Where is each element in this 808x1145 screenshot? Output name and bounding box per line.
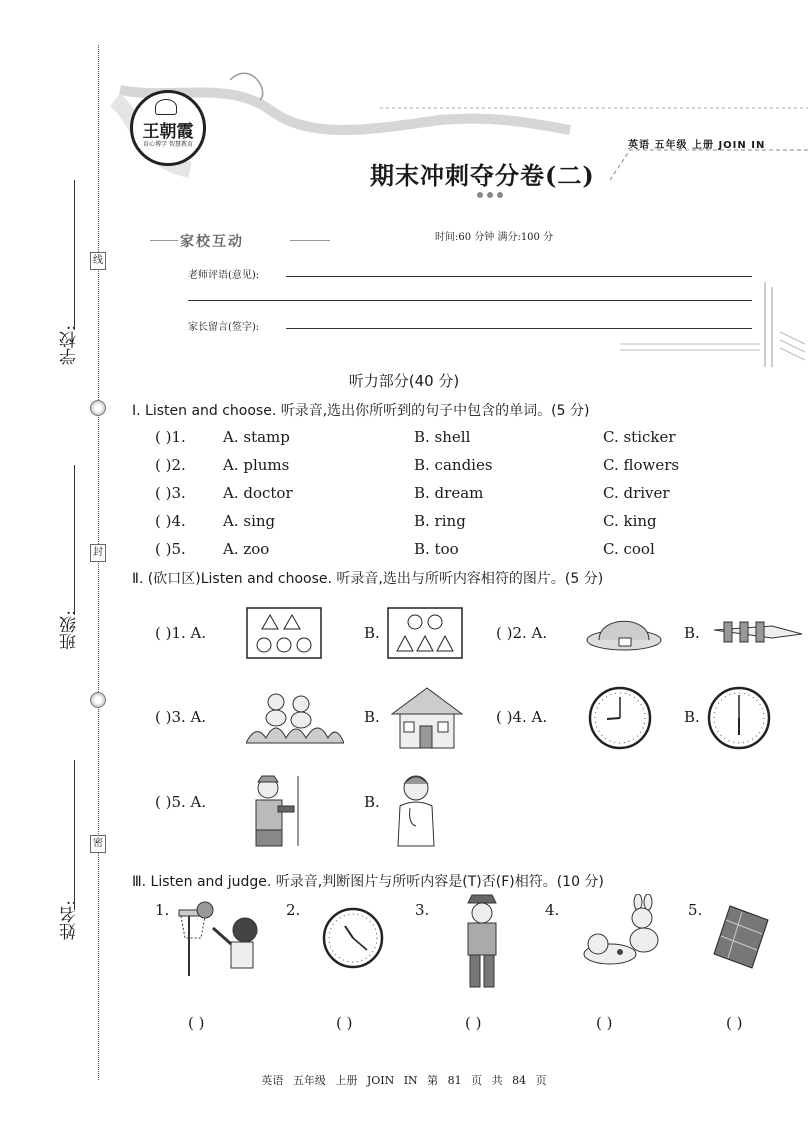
school-line: [74, 180, 75, 330]
answer-blank[interactable]: ( )4.: [155, 512, 186, 530]
listening-section-title: 听力部分(40 分): [348, 372, 460, 390]
item-number: 4.: [545, 901, 560, 919]
seal-char-line: 线: [90, 252, 106, 270]
worker-drilling-picture: [248, 772, 302, 848]
option-b-label: B.: [364, 793, 380, 811]
page-footer: 英语 五年级 上册 JOIN IN 第 81 页 共 84 页: [261, 1074, 547, 1087]
option-c: C. sticker: [603, 428, 676, 446]
clock-icon: [321, 906, 385, 970]
answer-blank-q3[interactable]: ( )3. A.: [155, 708, 207, 726]
publisher-logo: [130, 90, 206, 166]
part1-heading: Ⅰ. Listen and choose. 听录音,选出你所听到的句子中包含的单词。(5 分): [132, 403, 590, 419]
home-school-title: 家校互动: [180, 234, 244, 250]
option-a: A. doctor: [223, 484, 293, 502]
class-label: 班级:: [60, 610, 80, 650]
item-number: 2.: [286, 901, 301, 919]
option-a: A. zoo: [223, 540, 270, 558]
answer-blank-q5[interactable]: ( )5. A.: [155, 793, 207, 811]
option-b-label: B.: [684, 624, 700, 642]
option-b: B. shell: [414, 428, 471, 446]
subject-grade-label: 英语 五年级 上册 JOIN IN: [628, 140, 766, 151]
option-c: C. driver: [603, 484, 670, 502]
binding-dotted-line: [98, 45, 99, 1080]
parent-comment-label: 家长留言(签字):: [188, 322, 260, 333]
teacher-comment-label: 老师评语(意见):: [188, 270, 260, 281]
divider: [150, 240, 178, 241]
item-number: 5.: [688, 901, 703, 919]
seal-char-seal: 封: [90, 544, 106, 562]
option-c: C. flowers: [603, 456, 680, 474]
answer-blank[interactable]: ( )5.: [155, 540, 186, 558]
judge-blank[interactable]: ( ): [726, 1014, 743, 1032]
option-b-label: B.: [364, 624, 380, 642]
dogs-in-grass-picture: [246, 688, 344, 746]
part3-heading: Ⅲ. Listen and judge. 听录音,判断图片与所听内容是(T)否(F)相符。(10 分): [132, 874, 604, 890]
part2-heading: Ⅱ. (砍口区)Listen and choose. 听录音,选出与所听内容相符的图片。(5 分): [132, 571, 604, 587]
class-line: [74, 465, 75, 615]
option-b: B. too: [414, 540, 459, 558]
judge-blank[interactable]: ( ): [336, 1014, 353, 1032]
page-title: 期末冲刺夺分卷(二): [370, 161, 595, 190]
chocolate-bar-picture: [712, 904, 770, 970]
name-line: [74, 760, 75, 910]
item-number: 3.: [415, 901, 430, 919]
seal-char-secret: 密: [90, 835, 106, 853]
police-officer-picture: [460, 893, 504, 989]
binding-hole-icon: [90, 400, 106, 416]
option-a: A. sing: [223, 512, 276, 530]
option-a: A. stamp: [223, 428, 290, 446]
crown-icon: [155, 99, 177, 115]
answer-blank-q1[interactable]: ( )1. A.: [155, 624, 207, 642]
option-b: B. ring: [414, 512, 466, 530]
clock-icon: [706, 685, 772, 751]
option-b-label: B.: [364, 708, 380, 726]
shapes-card-triangles-circles: [246, 607, 322, 659]
binding-hole-icon: [90, 692, 106, 708]
shapes-card-circles-triangles: [387, 607, 463, 659]
judge-blank[interactable]: ( ): [465, 1014, 482, 1032]
answer-blank[interactable]: ( )2.: [155, 456, 186, 474]
time-score-info: 时间:60 分钟 满分:100 分: [435, 232, 554, 243]
logo-text: 王朝霞: [142, 122, 194, 142]
teacher-comment-field[interactable]: [286, 276, 752, 277]
dog-and-rabbit-picture: [580, 894, 666, 972]
item-number: 1.: [155, 901, 170, 919]
answer-blank[interactable]: ( )3.: [155, 484, 186, 502]
answer-blank-q2[interactable]: ( )2. A.: [496, 624, 548, 642]
divider: [290, 240, 330, 241]
hat-icon: [585, 610, 663, 652]
option-a: A. plums: [223, 456, 290, 474]
logo-subtitle: 育心博学 智慧教育: [143, 141, 193, 148]
house-picture: [388, 684, 466, 750]
basketball-player-picture: [175, 898, 267, 978]
form-corner-decoration: [620, 282, 808, 372]
doctor-picture: [392, 772, 440, 848]
option-c: C. king: [603, 512, 657, 530]
judge-blank[interactable]: ( ): [188, 1014, 205, 1032]
answer-blank-q4[interactable]: ( )4. A.: [496, 708, 548, 726]
option-b: B. dream: [414, 484, 484, 502]
clock-icon: [587, 685, 653, 751]
answer-blank[interactable]: ( )1.: [155, 428, 186, 446]
option-b: B. candies: [414, 456, 493, 474]
option-c: C. cool: [603, 540, 655, 558]
school-label: 学校:: [60, 325, 80, 365]
judge-blank[interactable]: ( ): [596, 1014, 613, 1032]
hands-pointing-icon: [712, 612, 806, 652]
name-label: 姓名:: [60, 900, 80, 940]
option-b-label: B.: [684, 708, 700, 726]
